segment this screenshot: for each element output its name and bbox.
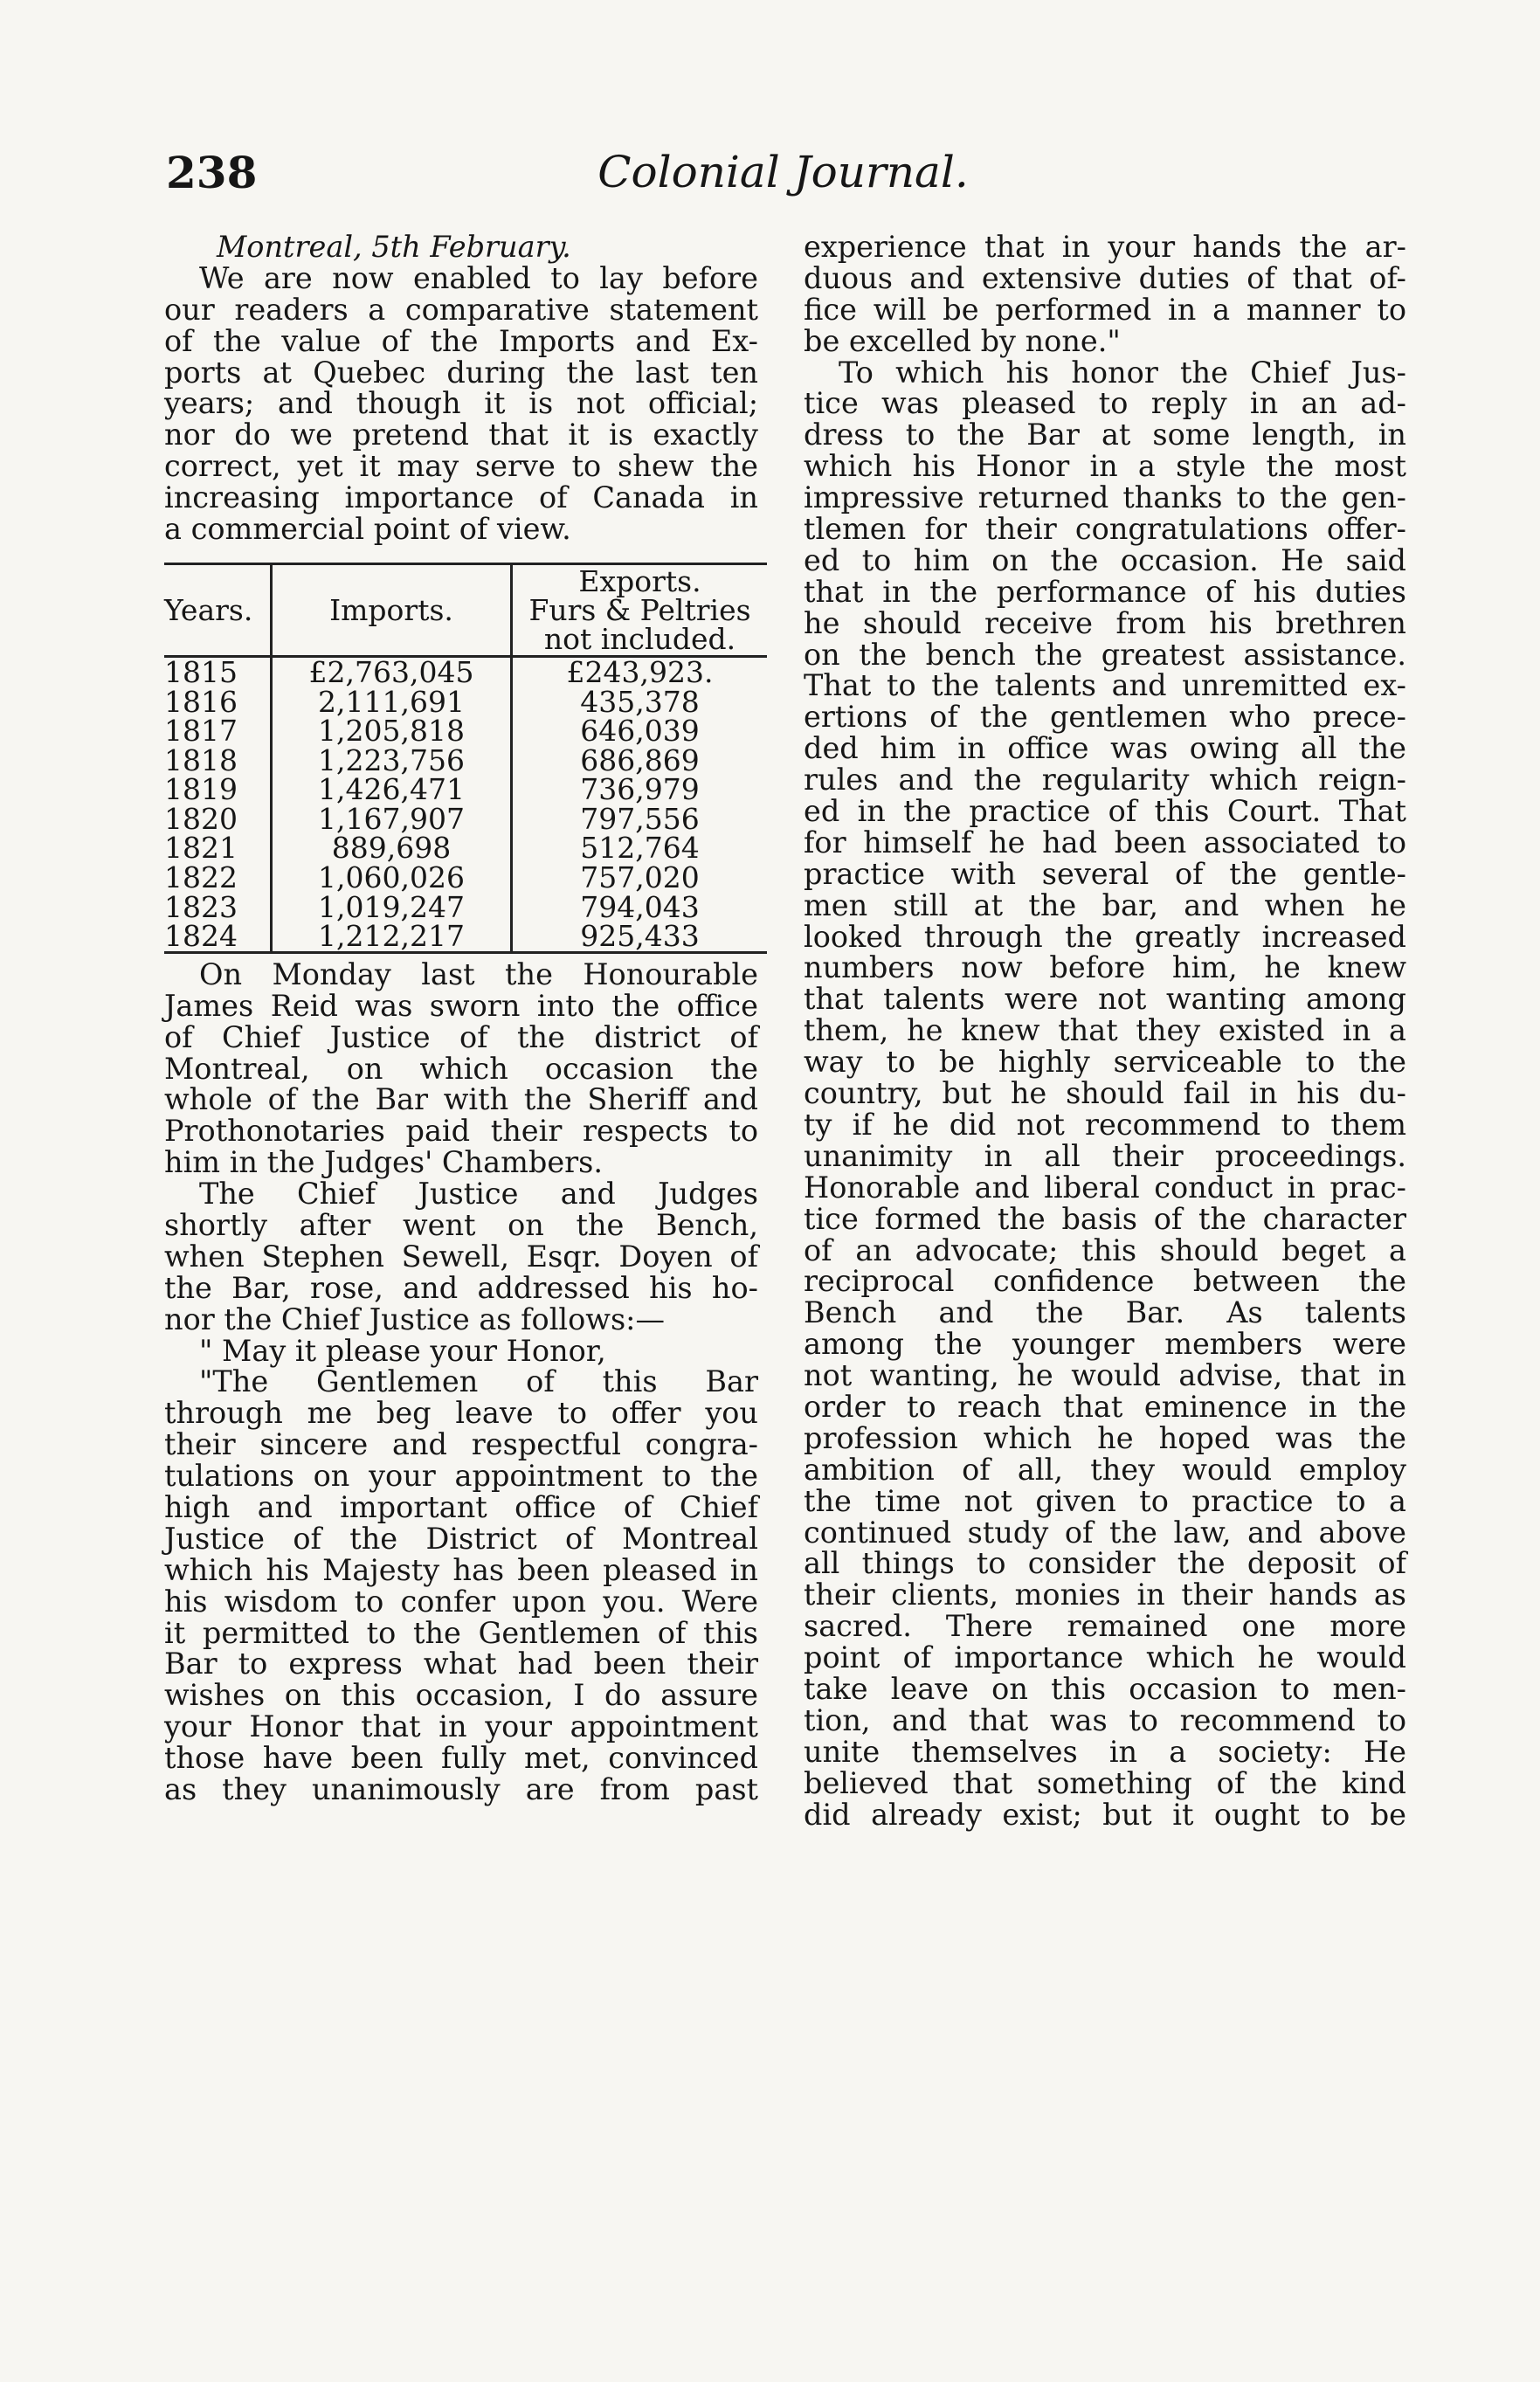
text-line: experience that in your hands the ar- xyxy=(804,230,1406,264)
text-line: when Stephen Sewell, Esqr. Doyen of xyxy=(164,1239,758,1274)
cell-year: 1817 xyxy=(164,716,272,746)
text-line: Justice of the District of Montreal xyxy=(164,1521,758,1556)
text-line: your Honor that in your appointment xyxy=(164,1709,758,1744)
table-row xyxy=(164,687,767,717)
cell-imports: 1,060,026 xyxy=(272,863,512,893)
text-line: as they unanimously are from past xyxy=(164,1772,758,1806)
cell-exports: 797,556 xyxy=(580,801,700,836)
text-line: That to the talents and unremitted ex- xyxy=(804,668,1406,703)
text-line: sacred. There remained one more xyxy=(804,1609,1406,1644)
cell-year: 1820 xyxy=(164,804,272,834)
intro-paragraph xyxy=(164,260,758,547)
text-line: practice with several of the gentle- xyxy=(804,856,1406,891)
trade-table xyxy=(164,563,767,954)
text-line: correct, yet it may serve to shew the xyxy=(164,449,758,484)
text-line: ertions of the gentlemen who prece- xyxy=(804,700,1406,735)
text-line: tion, and that was to recommend to xyxy=(804,1702,1406,1737)
cell-year: 1816 xyxy=(164,687,272,717)
cell-imports: 1,019,247 xyxy=(272,893,512,922)
header-exports-line3: not included. xyxy=(543,621,736,656)
text-line: reciprocal confidence between the xyxy=(804,1264,1406,1299)
text-line: tulations on your appointment to the xyxy=(164,1459,758,1494)
text-line: Bar to express what had been their xyxy=(164,1647,758,1681)
cell-exports: 646,039 xyxy=(580,714,700,749)
cell-year: 1819 xyxy=(164,775,272,804)
text-line: impressive returned thanks to the gen- xyxy=(804,480,1406,515)
text-line: them, he knew that they existed in a xyxy=(804,1013,1406,1048)
cell-imports: 889,698 xyxy=(272,833,512,863)
text-line: our readers a comparative statement xyxy=(164,292,758,327)
text-line: which his Majesty has been pleased in xyxy=(164,1552,758,1587)
cell-exports: 686,869 xyxy=(580,742,700,777)
cell-imports: 1,426,471 xyxy=(272,775,512,804)
text-line: all things to consider the deposit of xyxy=(804,1546,1406,1581)
text-line: wishes on this occasion, I do assure xyxy=(164,1678,758,1713)
table-row xyxy=(164,775,767,804)
cell-year: 1821 xyxy=(164,833,272,863)
text-line: On Monday last the Honourable xyxy=(199,956,758,991)
text-line: of an advocate; this should beget a xyxy=(804,1232,1406,1267)
running-head xyxy=(166,147,1400,199)
table-row xyxy=(164,716,767,746)
text-line: for himself he had been associated to xyxy=(804,825,1406,860)
cell-exports: 925,433 xyxy=(512,922,768,952)
cell-year: 1823 xyxy=(164,893,272,922)
cell-year: 1818 xyxy=(164,746,272,776)
table-header-row xyxy=(164,563,767,656)
text-line: tice formed the basis of the character xyxy=(804,1201,1406,1236)
text-line: ed in the practice of this Court. That xyxy=(804,794,1406,829)
header-exports-line2: Furs & Peltries xyxy=(528,592,751,627)
text-line: take leave on this occasion to men- xyxy=(804,1671,1406,1706)
text-line: their sincere and respectful congra- xyxy=(164,1427,758,1462)
left-column xyxy=(164,231,758,1805)
text-line: ty if he did not recommend to them xyxy=(804,1107,1406,1142)
text-line: among the younger members were xyxy=(804,1327,1406,1362)
cell-exports: 757,020 xyxy=(580,860,700,895)
header-exports xyxy=(512,563,768,656)
table-row xyxy=(164,656,767,687)
text-line: which his Honor in a style the most xyxy=(804,449,1406,484)
text-line: that talents were not wanting among xyxy=(804,982,1406,1017)
text-line: profession which he hoped was the xyxy=(804,1420,1406,1455)
text-line: order to reach that eminence in the xyxy=(804,1389,1406,1424)
text-line: nor the Chief Justice as follows:— xyxy=(164,1301,665,1336)
cell-year: 1822 xyxy=(164,863,272,893)
text-line: a commercial point of view. xyxy=(164,512,571,547)
text-line: " May it please your Honor, xyxy=(199,1333,606,1368)
article-body-left xyxy=(164,956,758,1806)
page-number: 238 xyxy=(166,147,258,198)
text-line: Bench and the Bar. As talents xyxy=(804,1295,1406,1330)
cell-exports: 736,979 xyxy=(580,772,700,807)
cell-imports: 2,111,691 xyxy=(272,687,512,717)
header-imports: Imports. xyxy=(272,563,512,656)
cell-imports: 1,212,217 xyxy=(272,922,512,952)
text-line: of Chief Justice of the district of xyxy=(164,1019,758,1054)
text-line: fice will be performed in a manner to xyxy=(804,292,1406,327)
text-line: men still at the bar, and when he xyxy=(804,887,1406,922)
text-line: unanimity in all their proceedings. xyxy=(804,1138,1406,1173)
text-line: ambition of all, they would employ xyxy=(804,1452,1406,1487)
text-line: country, but he should fail in his du- xyxy=(804,1076,1406,1111)
text-line: him in the Judges' Chambers. xyxy=(164,1145,603,1180)
text-line: his wisdom to confer upon you. Were xyxy=(164,1584,758,1619)
text-line: of the value of the Imports and Ex- xyxy=(164,323,758,358)
header-exports-line1: Exports. xyxy=(578,563,701,598)
text-line: the time not given to practice to a xyxy=(804,1483,1406,1518)
text-line: continued study of the law, and above xyxy=(804,1515,1406,1550)
text-line: believed that something of the kind xyxy=(804,1765,1406,1800)
cell-imports: 1,167,907 xyxy=(272,804,512,834)
text-line: tice was pleased to reply in an ad- xyxy=(804,386,1406,421)
text-line: not wanting, he would advise, that in xyxy=(804,1358,1406,1393)
text-line: tlemen for their congratulations offer- xyxy=(804,512,1406,547)
text-line: that in the performance of his duties xyxy=(804,574,1406,609)
table-row xyxy=(164,922,767,952)
text-line: years; and though it is not official; xyxy=(164,386,758,421)
text-line: point of importance which he would xyxy=(804,1640,1406,1675)
text-line: dress to the Bar at some length, in xyxy=(804,418,1406,452)
text-line: their clients, monies in their hands as xyxy=(804,1578,1406,1612)
text-line: increasing importance of Canada in xyxy=(164,480,758,515)
text-line: on the bench the greatest assistance. xyxy=(804,637,1406,672)
text-line: duous and extensive duties of that of- xyxy=(804,260,1406,295)
text-line: whole of the Bar with the Sheriff and xyxy=(164,1082,758,1117)
right-column xyxy=(804,231,1406,1830)
cell-year: 1824 xyxy=(164,922,272,952)
text-line: Honorable and liberal conduct in prac- xyxy=(804,1170,1406,1205)
text-line: did already exist; but it ought to be xyxy=(804,1797,1406,1832)
cell-exports: 512,764 xyxy=(580,831,700,866)
text-line: ed to him on the occasion. He said xyxy=(804,542,1406,577)
table-row xyxy=(164,833,767,863)
table-row xyxy=(164,863,767,893)
cell-exports: £243,923. xyxy=(566,654,714,689)
text-line: numbers now before him, he knew xyxy=(804,950,1406,985)
text-line: rules and the regularity which reign- xyxy=(804,763,1406,797)
text-line: unite themselves in a society: He xyxy=(804,1734,1406,1769)
text-line: We are now enabled to lay before xyxy=(199,260,758,295)
text-line: those have been fully met, convinced xyxy=(164,1741,758,1776)
cell-exports: 794,043 xyxy=(580,889,700,924)
text-line: ports at Quebec during the last ten xyxy=(164,355,758,390)
cell-imports: 1,205,818 xyxy=(272,716,512,746)
text-line: shortly after went on the Bench, xyxy=(164,1207,758,1242)
cell-imports: 1,223,756 xyxy=(272,746,512,776)
table-row xyxy=(164,893,767,922)
text-line: Prothonotaries paid their respects to xyxy=(164,1114,758,1149)
text-line: Montreal, on which occasion the xyxy=(164,1051,758,1086)
text-line: "The Gentlemen of this Bar xyxy=(199,1364,758,1399)
text-line: To which his honor the Chief Jus- xyxy=(839,355,1406,390)
text-line: through me beg leave to offer you xyxy=(164,1396,758,1431)
table-row xyxy=(164,804,767,834)
text-line: way to be highly serviceable to the xyxy=(804,1045,1406,1080)
cell-imports: £2,763,045 xyxy=(272,656,512,687)
header-years: Years. xyxy=(164,563,272,656)
cell-exports: 435,378 xyxy=(580,684,700,719)
text-line: high and important office of Chief xyxy=(164,1489,758,1524)
text-line: he should receive from his brethren xyxy=(804,605,1406,640)
text-line: ded him in office was owing all the xyxy=(804,731,1406,766)
table-row xyxy=(164,746,767,776)
journal-title: Colonial Journal. xyxy=(597,147,969,197)
cell-year: 1815 xyxy=(164,656,272,687)
dateline: Montreal, 5th February. xyxy=(217,230,571,264)
text-line: it permitted to the Gentlemen of this xyxy=(164,1615,758,1650)
text-line: nor do we pretend that it is exactly xyxy=(164,418,758,452)
text-line: James Reid was sworn into the office xyxy=(164,988,758,1023)
text-line: be excelled by none." xyxy=(804,323,1121,358)
text-line: the Bar, rose, and addressed his ho- xyxy=(164,1270,758,1305)
text-line: looked through the greatly increased xyxy=(804,919,1406,954)
text-line: The Chief Justice and Judges xyxy=(199,1177,758,1212)
